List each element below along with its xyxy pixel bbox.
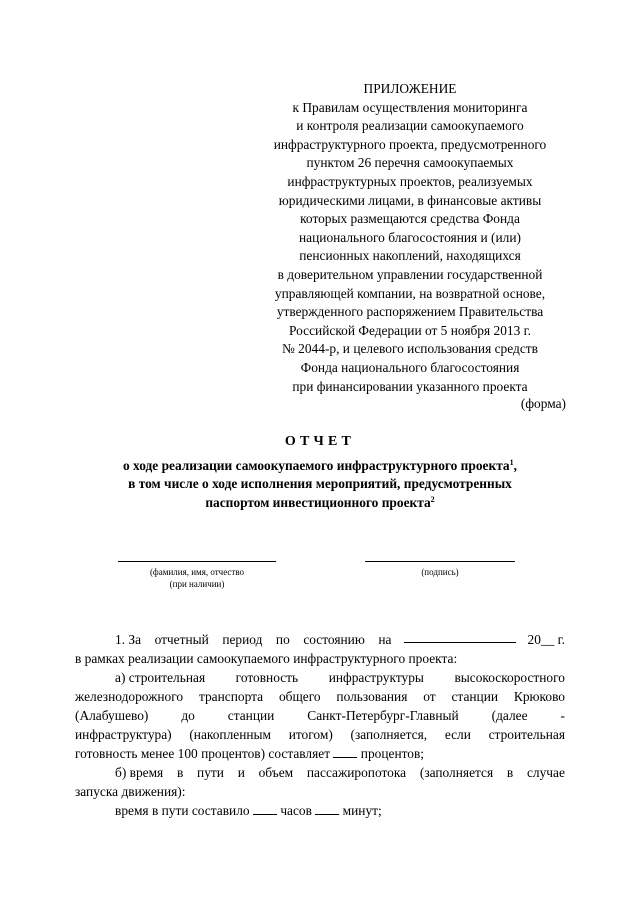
word: а) строительная xyxy=(115,670,206,685)
word: на xyxy=(378,632,392,647)
word: (заполняется xyxy=(419,765,494,780)
travel-minutes-field[interactable] xyxy=(315,802,339,815)
appendix-title: ПРИЛОЖЕНИЕ xyxy=(363,81,457,96)
appendix-line: в доверительном управлении государственной xyxy=(277,266,543,282)
footnote-2-ref: 2 xyxy=(430,494,435,504)
appendix-line: при финансировании указанного проекта xyxy=(292,378,528,394)
paragraph-a-line-1 xyxy=(75,668,565,687)
word: если xyxy=(444,727,471,742)
paragraph-a-line-3 xyxy=(75,706,565,725)
word: (Алабушево) xyxy=(75,708,149,723)
word: пути xyxy=(197,765,224,780)
word: железнодорожного xyxy=(75,689,184,704)
appendix-block xyxy=(245,80,575,396)
appendix-line: национального благосостояния и (или) xyxy=(299,229,521,245)
report-subheading xyxy=(60,457,580,512)
paragraph-a-line-2 xyxy=(75,687,565,706)
paragraph-a-line-5: готовность менее 100 процентов) составляет процентов; xyxy=(75,746,425,761)
paragraph-1-line-1 xyxy=(75,630,565,649)
word: инфраструктуры xyxy=(328,670,424,685)
footnote-1-ref: 1 xyxy=(509,458,514,467)
word: до xyxy=(181,708,195,723)
word: и xyxy=(237,765,245,780)
name-field-line[interactable] xyxy=(118,561,276,562)
word: по xyxy=(275,632,290,647)
word: строительная xyxy=(488,727,565,742)
word: пользования xyxy=(336,689,408,704)
appendix-line: юридическими лицами, в финансовые активы xyxy=(278,192,542,208)
paragraph-a-line-4 xyxy=(75,725,565,744)
word: (накопленным xyxy=(189,727,272,742)
travel-hours-field[interactable] xyxy=(253,802,277,815)
word: в xyxy=(506,765,514,780)
word: отчетный xyxy=(154,632,209,647)
appendix-line: и контроля реализации самоокупаемого xyxy=(296,118,524,134)
word: объем xyxy=(258,765,294,780)
word: б) время xyxy=(115,765,164,780)
word: итогом) xyxy=(288,727,333,742)
appendix-line: Фонда национального благосостояния xyxy=(300,359,520,375)
signature-field-line[interactable] xyxy=(365,561,515,562)
appendix-line: пенсионных накоплений, находящихся xyxy=(299,248,521,264)
word: - xyxy=(560,708,565,723)
subheading-line-1: о ходе реализации самоокупаемого инфраструктурного проекта$^1$, xyxy=(122,458,517,473)
report-body xyxy=(75,630,565,820)
word: Санкт-Петербург-Главный xyxy=(307,708,459,723)
word: транспорта xyxy=(198,689,264,704)
paragraph-1-line-2: в рамках реализации самоокупаемого инфраструктурного проекта: xyxy=(75,651,458,666)
appendix-line: пунктом 26 перечня самоокупаемых xyxy=(306,155,514,171)
appendix-lines xyxy=(245,99,575,397)
word: 1. За xyxy=(115,632,142,647)
word: готовность xyxy=(235,670,299,685)
appendix-line: которых размещаются средства Фонда xyxy=(300,211,520,227)
appendix-line: к Правилам осуществления мониторинга xyxy=(292,99,528,115)
signature-caption: (подпись) xyxy=(421,567,459,577)
subheading-line-3: паспортом инвестиционного проекта$^2$ xyxy=(205,494,435,510)
appendix-line: № 2044-р, и целевого использования средств xyxy=(282,341,538,357)
word: общего xyxy=(278,689,321,704)
subheading-line-2: в том числе о ходе исполнения мероприятий, предусмотренных xyxy=(128,476,512,492)
word: станции xyxy=(227,708,275,723)
word: период xyxy=(222,632,263,647)
name-caption: (фамилия, имя, отчество (при наличии) xyxy=(149,567,245,589)
appendix-line: утвержденного распоряжением Правительства xyxy=(276,304,544,320)
word: инфраструктура) xyxy=(75,727,172,742)
word: пассажиропотока xyxy=(306,765,407,780)
readiness-percent-field[interactable] xyxy=(333,745,357,758)
word: в xyxy=(176,765,184,780)
travel-time-line: время в пути составило часов минут; xyxy=(115,803,382,818)
paragraph-b-line-1 xyxy=(75,763,565,782)
appendix-line: Российской Федерации от 5 ноября 2013 г. xyxy=(289,322,531,338)
word: станции xyxy=(451,689,499,704)
form-label: (форма) xyxy=(520,396,566,411)
word: состоянию xyxy=(303,632,365,647)
paragraph-b-line-2: запуска движения): xyxy=(75,784,186,799)
word: (далее xyxy=(491,708,528,723)
report-date-field[interactable] xyxy=(404,630,516,643)
word: Крюково xyxy=(513,689,565,704)
report-heading: ОТЧЕТ xyxy=(284,434,356,449)
word: от xyxy=(423,689,436,704)
appendix-line: управляющей компании, на возвратной основе, xyxy=(274,285,546,301)
word: случае xyxy=(526,765,565,780)
appendix-line: инфраструктурного проекта, предусмотренного xyxy=(273,136,547,152)
report-year: 20__ г. xyxy=(527,632,565,647)
appendix-line: инфраструктурных проектов, реализуемых xyxy=(287,173,533,189)
word: (заполняется, xyxy=(350,727,428,742)
word: высокоскоростного xyxy=(454,670,565,685)
